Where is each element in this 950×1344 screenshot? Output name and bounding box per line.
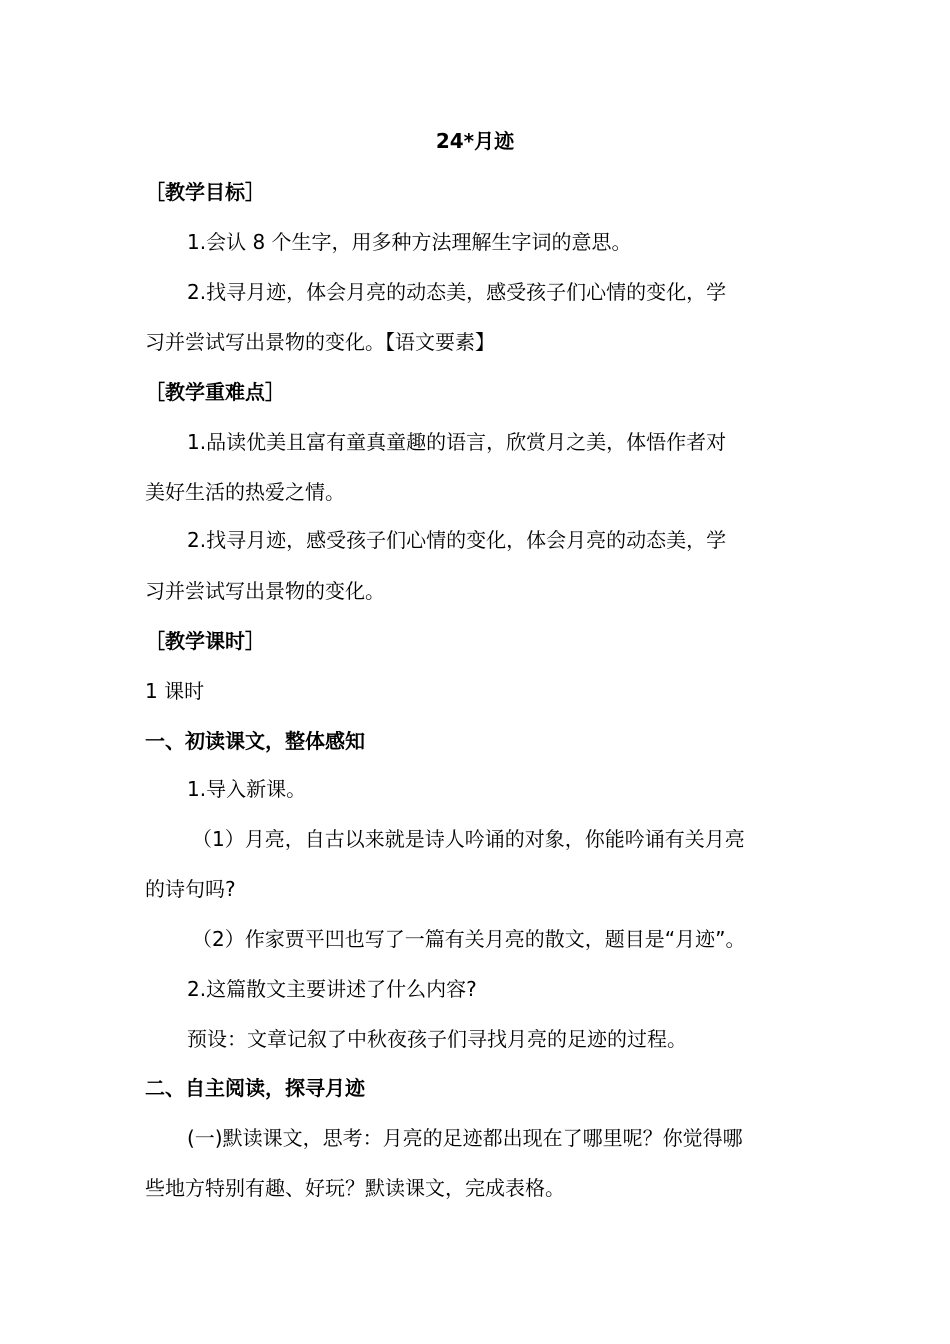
- part-2-item-1-line-2: 些地方特别有趣、好玩？默读课文，完成表格。: [145, 1176, 565, 1200]
- part-1-item-2: 2.这篇散文主要讲述了什么内容?: [187, 977, 477, 1001]
- difficulty-2-line-2: 习并尝试写出景物的变化。: [145, 579, 385, 603]
- difficulty-1-line-1: 1.品读优美且富有童真童趣的语言，欣赏月之美，体悟作者对: [187, 430, 727, 454]
- part-1-sub-1-line-2: 的诗句吗?: [145, 877, 236, 901]
- document-title: 24*月迹: [435, 129, 515, 153]
- part-2-heading: 二、自主阅读，探寻月迹: [145, 1076, 365, 1100]
- goals-heading: ［教学目标］: [145, 180, 265, 204]
- part-1-item-1: 1.导入新课。: [187, 777, 307, 801]
- goal-2-line-1: 2.找寻月迹，体会月亮的动态美，感受孩子们心情的变化，学: [187, 280, 727, 304]
- part-1-preset: 预设：文章记叙了中秋夜孩子们寻找月亮的足迹的过程。: [187, 1027, 687, 1051]
- part-1-sub-2: （2）作家贾平凹也写了一篇有关月亮的散文，题目是“月迹”。: [192, 927, 746, 951]
- hours-heading: ［教学课时］: [145, 629, 265, 653]
- difficulty-1-line-2: 美好生活的热爱之情。: [145, 480, 345, 504]
- difficulty-2-line-1: 2.找寻月迹，感受孩子们心情的变化，体会月亮的动态美，学: [187, 528, 727, 552]
- goal-1: 1.会认 8 个生字，用多种方法理解生字词的意思。: [187, 230, 632, 254]
- part-1-heading: 一、初读课文，整体感知: [145, 729, 365, 753]
- difficulties-heading: ［教学重难点］: [145, 380, 285, 404]
- goal-2-line-2: 习并尝试写出景物的变化。【语文要素】: [145, 330, 495, 354]
- part-2-item-1-line-1: (一)默读课文，思考：月亮的足迹都出现在了哪里呢？你觉得哪: [187, 1126, 743, 1150]
- part-1-sub-1-line-1: （1）月亮，自古以来就是诗人吟诵的对象，你能吟诵有关月亮: [192, 827, 745, 851]
- hours-value: 1 课时: [145, 679, 205, 703]
